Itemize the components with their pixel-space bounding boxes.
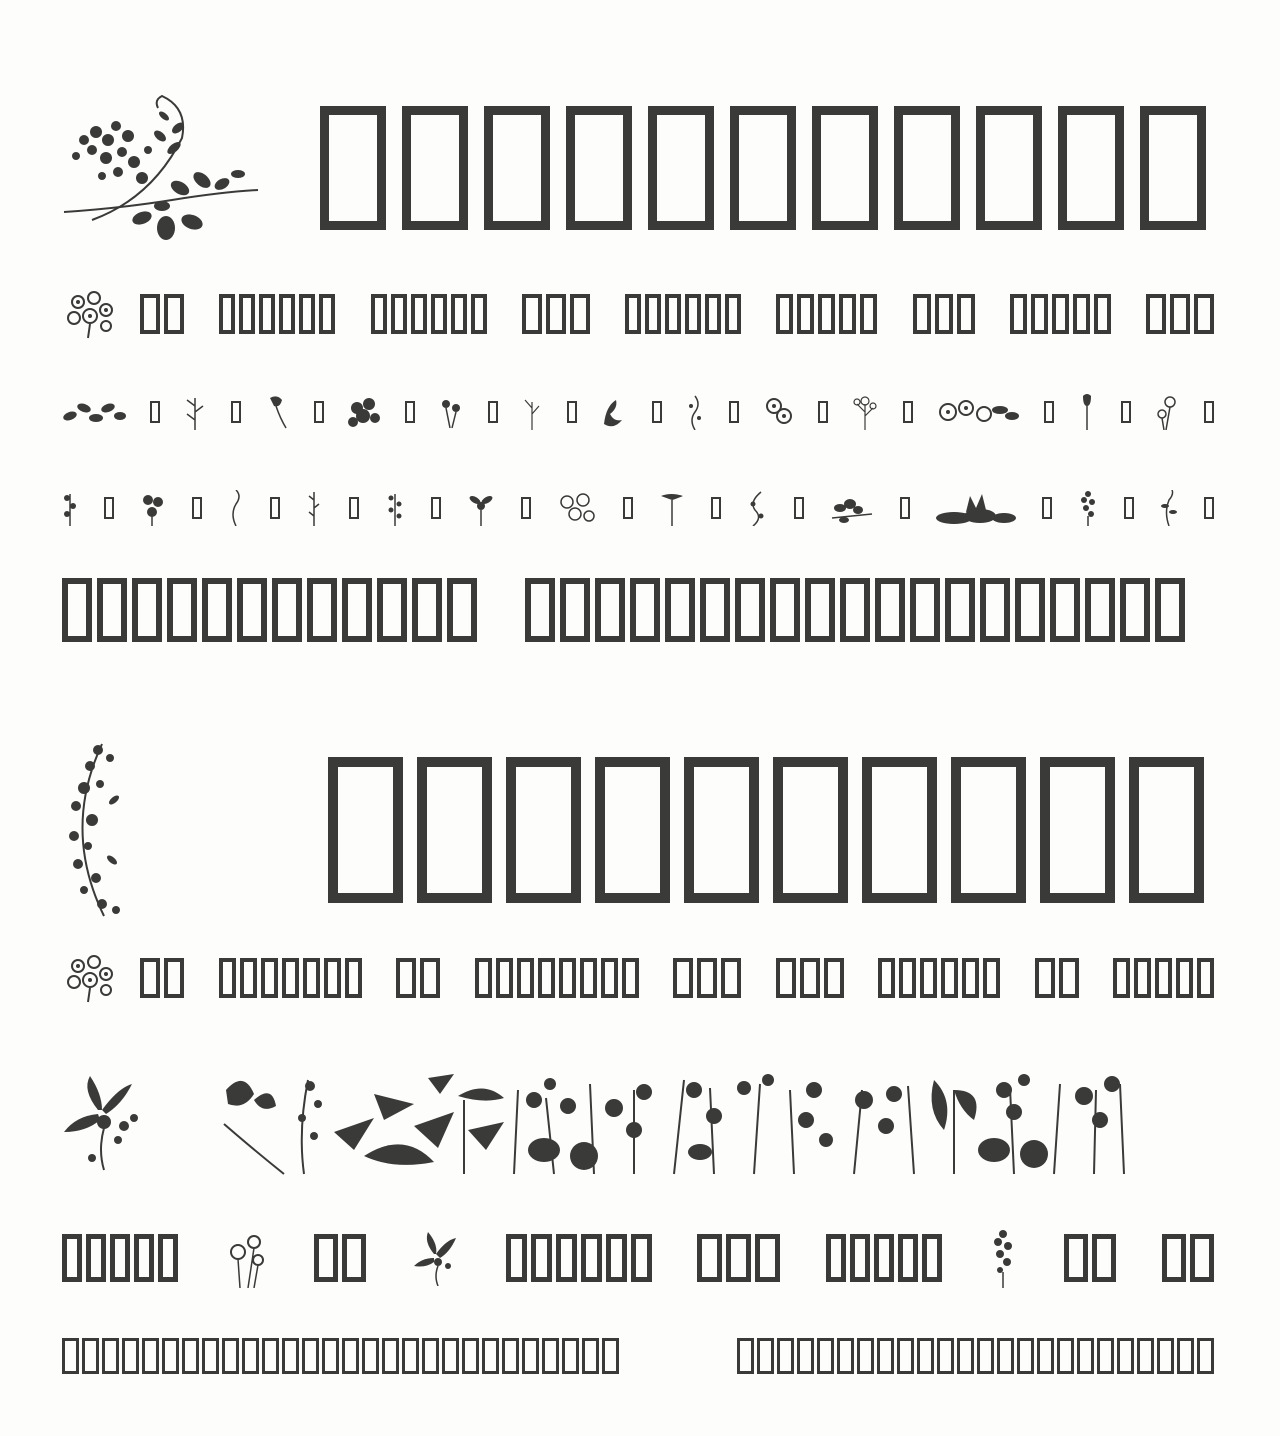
missing-glyph-box bbox=[839, 294, 856, 334]
specimen-row-3 bbox=[62, 390, 1214, 434]
orchid-icon bbox=[467, 490, 495, 526]
missing-glyph-box bbox=[1113, 958, 1130, 998]
missing-glyph-box bbox=[382, 1338, 399, 1374]
missing-glyph-box bbox=[1077, 1338, 1094, 1374]
missing-glyph-box bbox=[82, 1338, 99, 1374]
missing-glyph-box bbox=[1204, 401, 1214, 423]
missing-glyph-box bbox=[420, 958, 440, 998]
missing-glyph-box bbox=[1204, 497, 1214, 519]
lilac-icon bbox=[988, 1228, 1018, 1288]
missing-glyph-box bbox=[322, 1338, 339, 1374]
missing-glyph-box bbox=[652, 401, 662, 423]
missing-glyph-box bbox=[1059, 958, 1079, 998]
missing-glyph-box bbox=[1197, 958, 1214, 998]
missing-glyph-box bbox=[517, 958, 534, 998]
missing-glyph-box bbox=[162, 1338, 179, 1374]
missing-glyph-box bbox=[320, 106, 386, 230]
missing-glyph-run bbox=[62, 578, 477, 642]
missing-glyph-box bbox=[538, 958, 555, 998]
missing-glyph-box bbox=[878, 958, 895, 998]
missing-glyph-box bbox=[1052, 294, 1069, 334]
missing-glyph-box bbox=[345, 958, 362, 998]
missing-glyph-box bbox=[645, 294, 661, 334]
missing-glyph-box bbox=[1017, 1338, 1034, 1374]
missing-glyph-box bbox=[282, 1338, 299, 1374]
missing-glyph-box bbox=[402, 1338, 419, 1374]
missing-glyph-box bbox=[797, 1338, 814, 1374]
missing-glyph-box bbox=[62, 1338, 79, 1374]
missing-glyph-box bbox=[1177, 1338, 1194, 1374]
missing-glyph-box bbox=[837, 1338, 854, 1374]
missing-glyph-box bbox=[314, 401, 324, 423]
missing-glyph-box bbox=[776, 958, 796, 998]
herb-sprig-icon bbox=[183, 394, 207, 430]
missing-glyph-box bbox=[770, 578, 800, 642]
missing-glyph-box bbox=[231, 401, 241, 423]
missing-glyph-box bbox=[484, 106, 550, 230]
missing-glyph-box bbox=[272, 578, 302, 642]
missing-glyph-box bbox=[1085, 578, 1115, 642]
missing-glyph-box bbox=[1094, 294, 1111, 334]
missing-glyph-box bbox=[314, 1234, 338, 1282]
missing-glyph-box bbox=[1073, 294, 1090, 334]
missing-glyph-box bbox=[431, 294, 447, 334]
missing-glyph-box bbox=[730, 106, 796, 230]
missing-glyph-box bbox=[422, 1338, 439, 1374]
missing-glyph-box bbox=[167, 578, 197, 642]
wildflower-icon bbox=[438, 394, 464, 430]
flower-cluster-icon bbox=[62, 288, 118, 340]
missing-glyph-box bbox=[562, 1338, 579, 1374]
specimen-row-6 bbox=[62, 740, 1214, 920]
missing-glyph-box bbox=[134, 1234, 154, 1282]
bud-icon bbox=[1077, 394, 1097, 430]
missing-glyph-box bbox=[417, 757, 492, 903]
missing-glyph-box bbox=[521, 497, 531, 519]
missing-glyph-box bbox=[1064, 1234, 1088, 1282]
missing-glyph-run bbox=[525, 578, 1185, 642]
missing-glyph-box bbox=[342, 1338, 359, 1374]
missing-glyph-box bbox=[874, 1234, 894, 1282]
missing-glyph-box bbox=[303, 958, 320, 998]
missing-glyph-box bbox=[913, 294, 931, 334]
missing-glyph-box bbox=[725, 294, 741, 334]
missing-glyph-box bbox=[595, 757, 670, 903]
missing-glyph-box bbox=[302, 1338, 319, 1374]
missing-glyph-box bbox=[431, 497, 441, 519]
missing-glyph-box bbox=[794, 497, 804, 519]
missing-glyph-box bbox=[818, 294, 835, 334]
missing-glyph-box bbox=[1140, 106, 1206, 230]
missing-glyph-box bbox=[1170, 294, 1190, 334]
missing-glyph-box bbox=[631, 1234, 652, 1282]
missing-glyph-box bbox=[471, 294, 487, 334]
missing-glyph-box bbox=[411, 294, 427, 334]
missing-glyph-box bbox=[396, 958, 416, 998]
missing-glyph-box bbox=[1120, 578, 1150, 642]
missing-glyph-box bbox=[1134, 958, 1151, 998]
missing-glyph-box bbox=[935, 294, 953, 334]
missing-glyph-box bbox=[862, 757, 937, 903]
missing-glyph-box bbox=[142, 1338, 159, 1374]
missing-glyph-box bbox=[140, 294, 160, 334]
missing-glyph-box bbox=[897, 1338, 914, 1374]
missing-glyph-box bbox=[559, 958, 576, 998]
daisy-cluster-icon bbox=[557, 490, 597, 526]
missing-glyph-box bbox=[402, 106, 468, 230]
poppy-icon bbox=[1154, 394, 1180, 430]
missing-glyph-box bbox=[570, 294, 590, 334]
vine-icon bbox=[685, 394, 705, 430]
missing-glyph-run bbox=[328, 757, 1204, 903]
missing-glyph-box bbox=[556, 1234, 577, 1282]
missing-glyph-word bbox=[314, 1234, 366, 1282]
missing-glyph-box bbox=[1155, 958, 1172, 998]
missing-glyph-box bbox=[648, 106, 714, 230]
missing-glyph-box bbox=[502, 1338, 519, 1374]
missing-glyph-box bbox=[1058, 106, 1124, 230]
missing-glyph-word bbox=[1162, 1234, 1214, 1282]
lily-stem-icon bbox=[659, 490, 685, 526]
missing-glyph-box bbox=[595, 578, 625, 642]
missing-glyph-box bbox=[164, 294, 184, 334]
missing-glyph-box bbox=[282, 958, 299, 998]
missing-glyph-box bbox=[1044, 401, 1054, 423]
missing-glyph-word bbox=[826, 1234, 942, 1282]
missing-glyph-box bbox=[673, 958, 693, 998]
missing-glyph-box bbox=[237, 578, 267, 642]
specimen-row-8 bbox=[62, 1070, 1214, 1176]
missing-glyph-box bbox=[860, 294, 877, 334]
missing-glyph-box bbox=[665, 578, 695, 642]
missing-glyph-box bbox=[451, 294, 467, 334]
floral-arc-icon bbox=[62, 740, 132, 920]
missing-glyph-box bbox=[1197, 1338, 1214, 1374]
missing-glyph-box bbox=[630, 578, 660, 642]
missing-glyph-box bbox=[1129, 757, 1204, 903]
leaf-spray-icon bbox=[62, 394, 126, 430]
missing-glyph-box bbox=[1050, 578, 1080, 642]
missing-glyph-box bbox=[898, 1234, 918, 1282]
missing-glyph-box bbox=[506, 757, 581, 903]
wildflower-border-icon bbox=[214, 1070, 1140, 1176]
missing-glyph-box bbox=[242, 1338, 259, 1374]
missing-glyph-box bbox=[797, 294, 814, 334]
missing-glyph-box bbox=[412, 578, 442, 642]
missing-glyph-box bbox=[1190, 1234, 1214, 1282]
missing-glyph-box bbox=[270, 497, 280, 519]
specimen-row-2 bbox=[62, 288, 1214, 340]
missing-glyph-box bbox=[818, 401, 828, 423]
missing-glyph-box bbox=[1155, 578, 1185, 642]
orchid-icon bbox=[412, 1230, 460, 1286]
missing-glyph-box bbox=[1042, 497, 1052, 519]
violet-icon bbox=[140, 490, 166, 526]
missing-glyph-box bbox=[1031, 294, 1048, 334]
missing-glyph-run bbox=[62, 1338, 619, 1374]
missing-glyph-box bbox=[623, 497, 633, 519]
missing-glyph-box bbox=[319, 294, 335, 334]
missing-glyph-box bbox=[496, 958, 513, 998]
missing-glyph-box bbox=[158, 1234, 178, 1282]
missing-glyph-box bbox=[262, 1338, 279, 1374]
missing-glyph-box bbox=[542, 1338, 559, 1374]
missing-glyph-box bbox=[582, 1338, 599, 1374]
missing-glyph-box bbox=[812, 106, 878, 230]
missing-glyph-box bbox=[1124, 497, 1134, 519]
missing-glyph-word bbox=[1064, 1234, 1116, 1282]
missing-glyph-box bbox=[1121, 401, 1131, 423]
missing-glyph-box bbox=[1162, 1234, 1186, 1282]
missing-glyph-box bbox=[140, 958, 160, 998]
missing-glyph-box bbox=[164, 958, 184, 998]
missing-glyph-box bbox=[776, 294, 793, 334]
lilac-icon bbox=[1078, 490, 1098, 526]
specimen-row-10 bbox=[62, 1336, 1214, 1376]
missing-glyph-box bbox=[240, 958, 257, 998]
missing-glyph-box bbox=[684, 757, 759, 903]
poppy-icon bbox=[224, 1228, 268, 1288]
missing-glyph-box bbox=[917, 1338, 934, 1374]
missing-glyph-box bbox=[622, 958, 639, 998]
tulip-icon bbox=[264, 394, 290, 430]
missing-glyph-word bbox=[506, 1234, 652, 1282]
missing-glyph-box bbox=[910, 578, 940, 642]
missing-glyph-box bbox=[560, 578, 590, 642]
swirl-leaf-icon bbox=[600, 394, 628, 430]
missing-glyph-box bbox=[957, 294, 975, 334]
twig-icon bbox=[305, 490, 323, 526]
missing-glyph-box bbox=[371, 294, 387, 334]
missing-glyph-box bbox=[824, 958, 844, 998]
missing-glyph-box bbox=[328, 757, 403, 903]
missing-glyph-box bbox=[1092, 1234, 1116, 1282]
missing-glyph-box bbox=[826, 1234, 846, 1282]
missing-glyph-box bbox=[259, 294, 275, 334]
missing-glyph-box bbox=[86, 1234, 106, 1282]
missing-glyph-box bbox=[62, 578, 92, 642]
missing-glyph-box bbox=[62, 1234, 82, 1282]
missing-glyph-box bbox=[102, 1338, 119, 1374]
missing-glyph-box bbox=[735, 578, 765, 642]
missing-glyph-box bbox=[488, 401, 498, 423]
missing-glyph-box bbox=[122, 1338, 139, 1374]
missing-glyph-box bbox=[976, 106, 1042, 230]
specimen-row-1 bbox=[62, 88, 1214, 248]
daisy-spray-icon bbox=[936, 394, 1020, 430]
missing-glyph-box bbox=[447, 578, 477, 642]
missing-glyph-box bbox=[279, 294, 295, 334]
missing-glyph-box bbox=[405, 401, 415, 423]
daisy-icon bbox=[762, 394, 794, 430]
missing-glyph-box bbox=[1040, 757, 1115, 903]
missing-glyph-box bbox=[700, 578, 730, 642]
missing-glyph-box bbox=[601, 958, 618, 998]
missing-glyph-box bbox=[721, 958, 741, 998]
missing-glyph-box bbox=[997, 1338, 1014, 1374]
missing-glyph-box bbox=[580, 958, 597, 998]
missing-glyph-box bbox=[755, 1234, 780, 1282]
missing-glyph-box bbox=[726, 1234, 751, 1282]
missing-glyph-box bbox=[219, 958, 236, 998]
missing-glyph-box bbox=[546, 294, 566, 334]
missing-glyph-box bbox=[482, 1338, 499, 1374]
missing-glyph-box bbox=[261, 958, 278, 998]
missing-glyph-box bbox=[202, 1338, 219, 1374]
missing-glyph-box bbox=[522, 1338, 539, 1374]
seedling-icon bbox=[1160, 490, 1178, 526]
missing-glyph-box bbox=[97, 578, 127, 642]
missing-glyph-box bbox=[903, 401, 913, 423]
missing-glyph-box bbox=[1194, 294, 1214, 334]
specimen-row-7 bbox=[62, 952, 1214, 1004]
vine-sprig-icon bbox=[228, 490, 244, 526]
missing-glyph-box bbox=[899, 958, 916, 998]
missing-glyph-box bbox=[567, 401, 577, 423]
missing-glyph-box bbox=[685, 294, 701, 334]
stem-icon bbox=[521, 394, 543, 430]
missing-glyph-box bbox=[800, 958, 820, 998]
missing-glyph-box bbox=[442, 1338, 459, 1374]
missing-glyph-box bbox=[506, 1234, 527, 1282]
missing-glyph-box bbox=[937, 1338, 954, 1374]
missing-glyph-box bbox=[104, 497, 114, 519]
flower-bush-icon bbox=[347, 394, 381, 430]
missing-glyph-box bbox=[525, 578, 555, 642]
missing-glyph-box bbox=[342, 578, 372, 642]
missing-glyph-box bbox=[307, 578, 337, 642]
missing-glyph-words bbox=[140, 294, 1214, 334]
missing-glyph-box bbox=[566, 106, 632, 230]
missing-glyph-box bbox=[1097, 1338, 1114, 1374]
missing-glyph-box bbox=[1157, 1338, 1174, 1374]
missing-glyph-box bbox=[1035, 958, 1055, 998]
missing-glyph-box bbox=[219, 294, 235, 334]
missing-glyph-box bbox=[945, 578, 975, 642]
missing-glyph-word bbox=[62, 1234, 178, 1282]
missing-glyph-box bbox=[941, 958, 958, 998]
meadow-flower-icon bbox=[851, 394, 879, 430]
missing-glyph-box bbox=[922, 1234, 942, 1282]
missing-glyph-box bbox=[875, 578, 905, 642]
missing-glyph-box bbox=[777, 1338, 794, 1374]
missing-glyph-box bbox=[805, 578, 835, 642]
missing-glyph-box bbox=[362, 1338, 379, 1374]
missing-glyph-box bbox=[857, 1338, 874, 1374]
missing-glyph-box bbox=[462, 1338, 479, 1374]
missing-glyph-box bbox=[1057, 1338, 1074, 1374]
missing-glyph-box bbox=[475, 958, 492, 998]
flower-cluster-icon bbox=[62, 952, 118, 1004]
missing-glyph-box bbox=[1137, 1338, 1154, 1374]
missing-glyph-words bbox=[140, 958, 1214, 998]
berry-sprig-icon bbox=[385, 490, 405, 526]
orchid-sprig-icon bbox=[62, 1070, 142, 1176]
missing-glyph-box bbox=[239, 294, 255, 334]
leafy-branch-icon bbox=[830, 490, 874, 526]
missing-glyph-box bbox=[602, 1338, 619, 1374]
missing-glyph-box bbox=[920, 958, 937, 998]
missing-glyph-box bbox=[299, 294, 315, 334]
missing-glyph-box bbox=[665, 294, 681, 334]
missing-glyph-box bbox=[773, 757, 848, 903]
missing-glyph-box bbox=[581, 1234, 602, 1282]
missing-glyph-box bbox=[192, 497, 202, 519]
missing-glyph-box bbox=[877, 1338, 894, 1374]
missing-glyph-box bbox=[349, 497, 359, 519]
missing-glyph-box bbox=[697, 1234, 722, 1282]
missing-glyph-box bbox=[757, 1338, 774, 1374]
missing-glyph-box bbox=[202, 578, 232, 642]
missing-glyph-box bbox=[951, 757, 1026, 903]
missing-glyph-box bbox=[711, 497, 721, 519]
specimen-row-9 bbox=[62, 1226, 1214, 1290]
missing-glyph-box bbox=[957, 1338, 974, 1374]
water-lily-icon bbox=[936, 490, 1016, 526]
specimen-row-5 bbox=[62, 576, 1214, 644]
missing-glyph-box bbox=[977, 1338, 994, 1374]
missing-glyph-box bbox=[391, 294, 407, 334]
missing-glyph-box bbox=[1117, 1338, 1134, 1374]
missing-glyph-box bbox=[1176, 958, 1193, 998]
missing-glyph-box bbox=[606, 1234, 627, 1282]
missing-glyph-box bbox=[150, 401, 160, 423]
specimen-row-4 bbox=[62, 486, 1214, 530]
missing-glyph-box bbox=[729, 401, 739, 423]
missing-glyph-box bbox=[222, 1338, 239, 1374]
missing-glyph-box bbox=[522, 294, 542, 334]
missing-glyph-box bbox=[962, 958, 979, 998]
missing-glyph-box bbox=[342, 1234, 366, 1282]
missing-glyph-word bbox=[697, 1234, 780, 1282]
missing-glyph-box bbox=[324, 958, 341, 998]
missing-glyph-box bbox=[894, 106, 960, 230]
missing-glyph-run bbox=[320, 106, 1206, 230]
missing-glyph-box bbox=[182, 1338, 199, 1374]
missing-glyph-box bbox=[531, 1234, 552, 1282]
missing-glyph-box bbox=[705, 294, 721, 334]
missing-glyph-box bbox=[1010, 294, 1027, 334]
missing-glyph-box bbox=[983, 958, 1000, 998]
missing-glyph-box bbox=[737, 1338, 754, 1374]
missing-glyph-box bbox=[817, 1338, 834, 1374]
fern-branch-icon bbox=[62, 88, 262, 248]
missing-glyph-box bbox=[1015, 578, 1045, 642]
missing-glyph-box bbox=[132, 578, 162, 642]
missing-glyph-box bbox=[377, 578, 407, 642]
missing-glyph-box bbox=[1146, 294, 1166, 334]
missing-glyph-box bbox=[625, 294, 641, 334]
missing-glyph-box bbox=[900, 497, 910, 519]
missing-glyph-box bbox=[850, 1234, 870, 1282]
missing-glyph-box bbox=[110, 1234, 130, 1282]
climbing-vine-icon bbox=[747, 490, 769, 526]
missing-glyph-box bbox=[980, 578, 1010, 642]
missing-glyph-box bbox=[697, 958, 717, 998]
missing-glyph-box bbox=[1037, 1338, 1054, 1374]
missing-glyph-box bbox=[840, 578, 870, 642]
bellflower-icon bbox=[62, 490, 78, 526]
missing-glyph-run bbox=[737, 1338, 1214, 1374]
